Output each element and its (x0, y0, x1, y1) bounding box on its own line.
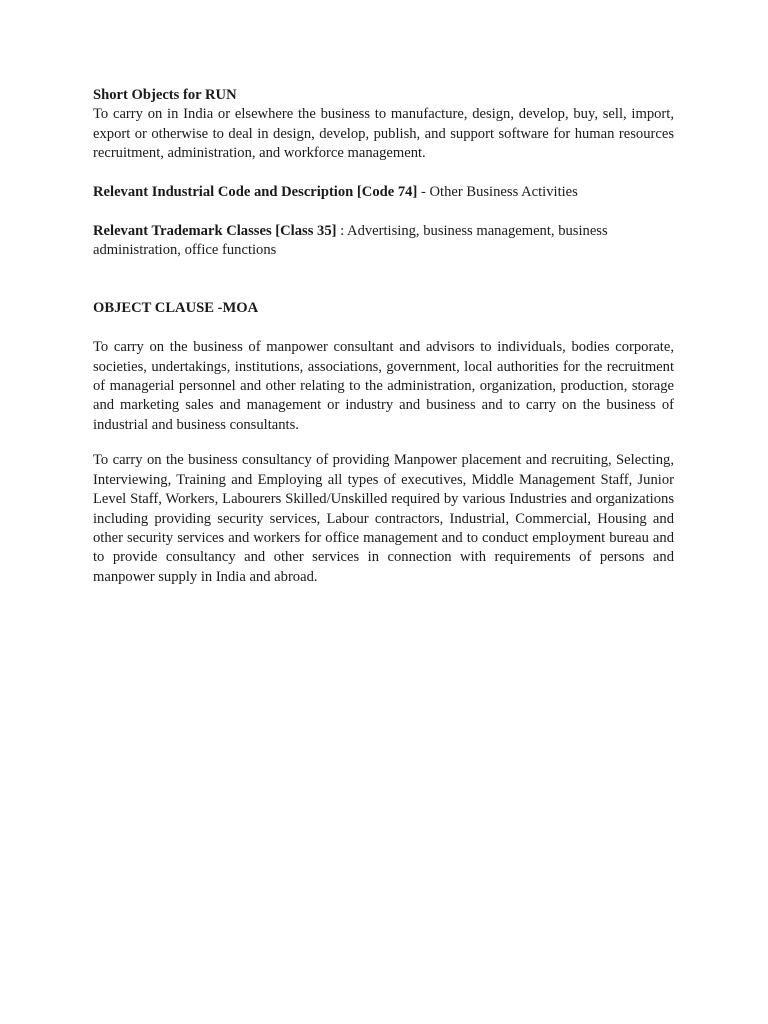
trademark-classes-text: : Advertising, business management, business administration, office functions (93, 223, 608, 259)
object-clause-paragraph-1: To carry on the business of manpower consultant and advisors to individuals, bodies corporate, societies, undertakings, institutions, associations, government, local authorities for the recruitment of managerial personnel and other relating to the administration, organization, production, storage and marketing sales and management or industry and business and to carry on the business of industrial and business consultants. (93, 339, 674, 433)
trademark-classes-label: Relevant Trademark Classes [Class 35] (93, 223, 337, 240)
industrial-code-text: - Other Business Activities (417, 183, 578, 200)
short-objects-text: To carry on in India or elsewhere the business to manufacture, design, develop, buy, sell, import, export or otherwise to deal in design, develop, publish, and support software for human resources recruitment, administration, and workforce management. (93, 106, 674, 162)
industrial-code-line (93, 183, 674, 202)
document-page (93, 86, 674, 587)
industrial-code-label: Relevant Industrial Code and Description [Code 74] (93, 183, 418, 200)
short-objects-heading: Short Objects for RUN (93, 87, 237, 103)
trademark-classes-line (93, 222, 674, 261)
short-objects-section (93, 86, 674, 164)
object-clause-heading: OBJECT CLAUSE -MOA (93, 299, 259, 316)
object-clause-paragraph-2: To carry on the business consultancy of providing Manpower placement and recruiting, Selecting, Interviewing, Training and Employing all types of executives, Middle Management Staff, Junior Level Staff, Workers, Labourers Skilled/Unskilled required by various Industries and organizations including providing security services, Labour contractors, Industrial, Commercial, Housing and other security services and workers for office management and to conduct employment bureau and to provide consultancy and other services in connection with requirements of persons and manpower supply in India and abroad. (93, 452, 674, 585)
